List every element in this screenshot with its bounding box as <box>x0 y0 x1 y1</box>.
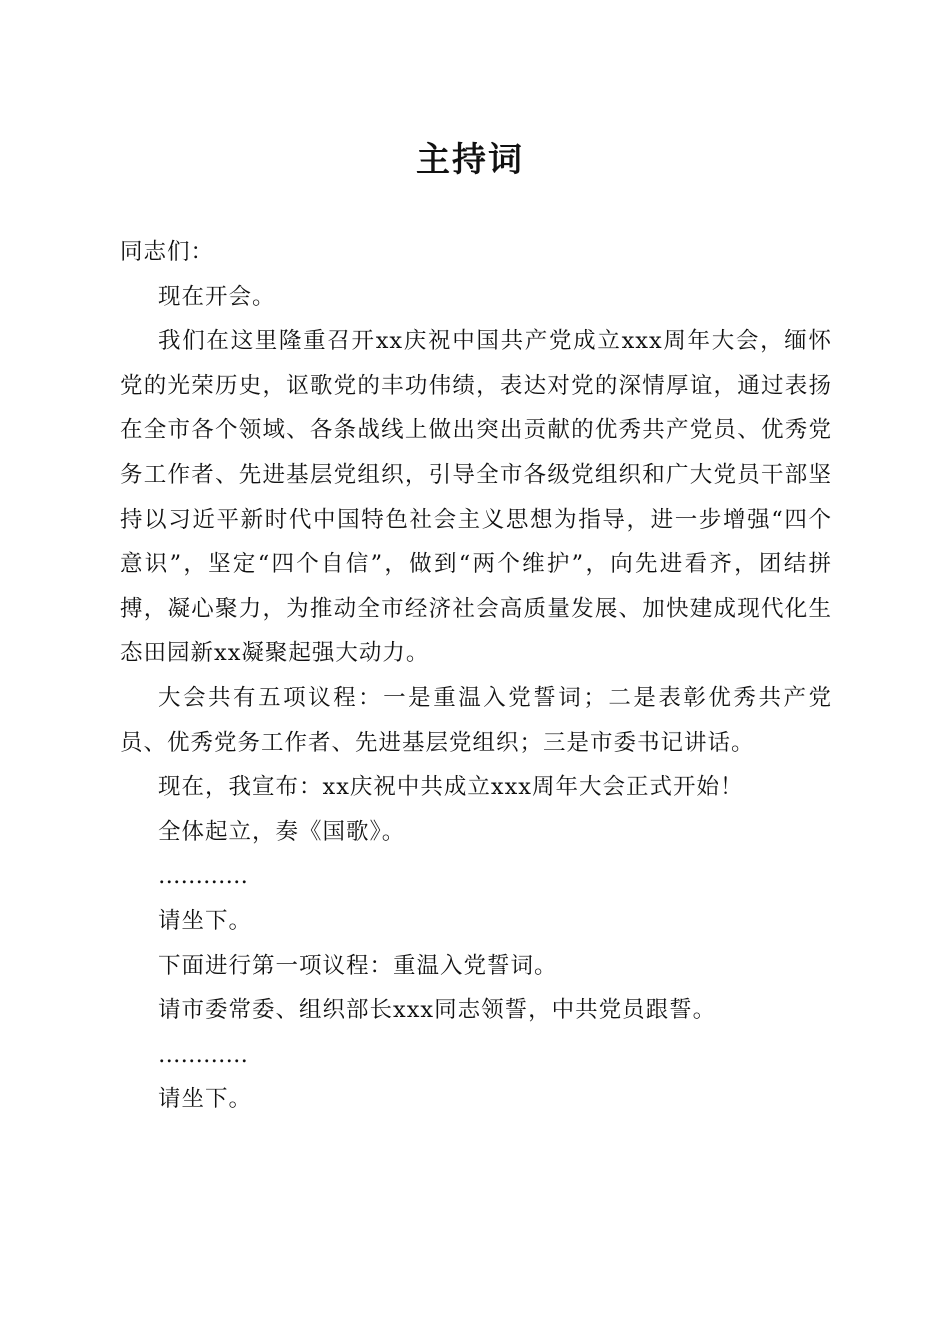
paragraph-anthem: 全体起立，奏《国歌》。 <box>158 818 406 845</box>
paragraph-sit-down: 请坐下。 <box>158 1086 253 1113</box>
paragraph-sit-down: 请坐下。 <box>158 907 253 934</box>
ellipsis-line: ………… <box>158 1041 248 1068</box>
document-body <box>120 230 832 1122</box>
paragraph-agenda: 大会共有五项议程：一是重温入党誓词；二是表彰优秀共产党员、优秀党务工作者、先进基层党组织；三是市委书记讲话。 <box>120 684 832 756</box>
paragraph-first-agenda: 下面进行第一项议程：重温入党誓词。 <box>158 952 558 979</box>
paragraph-oath-lead: 请市委常委、组织部长xxx同志领誓，中共党员跟誓。 <box>158 997 717 1024</box>
document-title: 主持词 <box>416 140 524 180</box>
ellipsis-line: ………… <box>158 863 248 890</box>
paragraph-purpose: 我们在这里隆重召开xx庆祝中国共产党成立xxx周年大会，缅怀党的光荣历史，讴歌党的丰功伟绩，表达对党的深情厚谊，通过表扬在全市各个领域、各条战线上做出突出贡献的优秀共产党员、优秀党务工作者、先进基层党组织，引导全市各级党组织和广大党员干部坚持以习近平新时代中国特色社会主义思想为指导，进一步增强“四个意识”，坚定“四个自信”，做到“两个维护”，向先进看齐，团结拼搏，凝心聚力，为推动全市经济社会高质量发展、加快建成现代化生态田园新xx凝聚起强大动力。 <box>120 328 832 667</box>
paragraph-declaration: 现在，我宣布：xx庆祝中共成立xxx周年大会正式开始！ <box>158 774 744 801</box>
salutation: 同志们： <box>120 239 215 265</box>
paragraph-open-meeting: 现在开会。 <box>158 283 276 310</box>
